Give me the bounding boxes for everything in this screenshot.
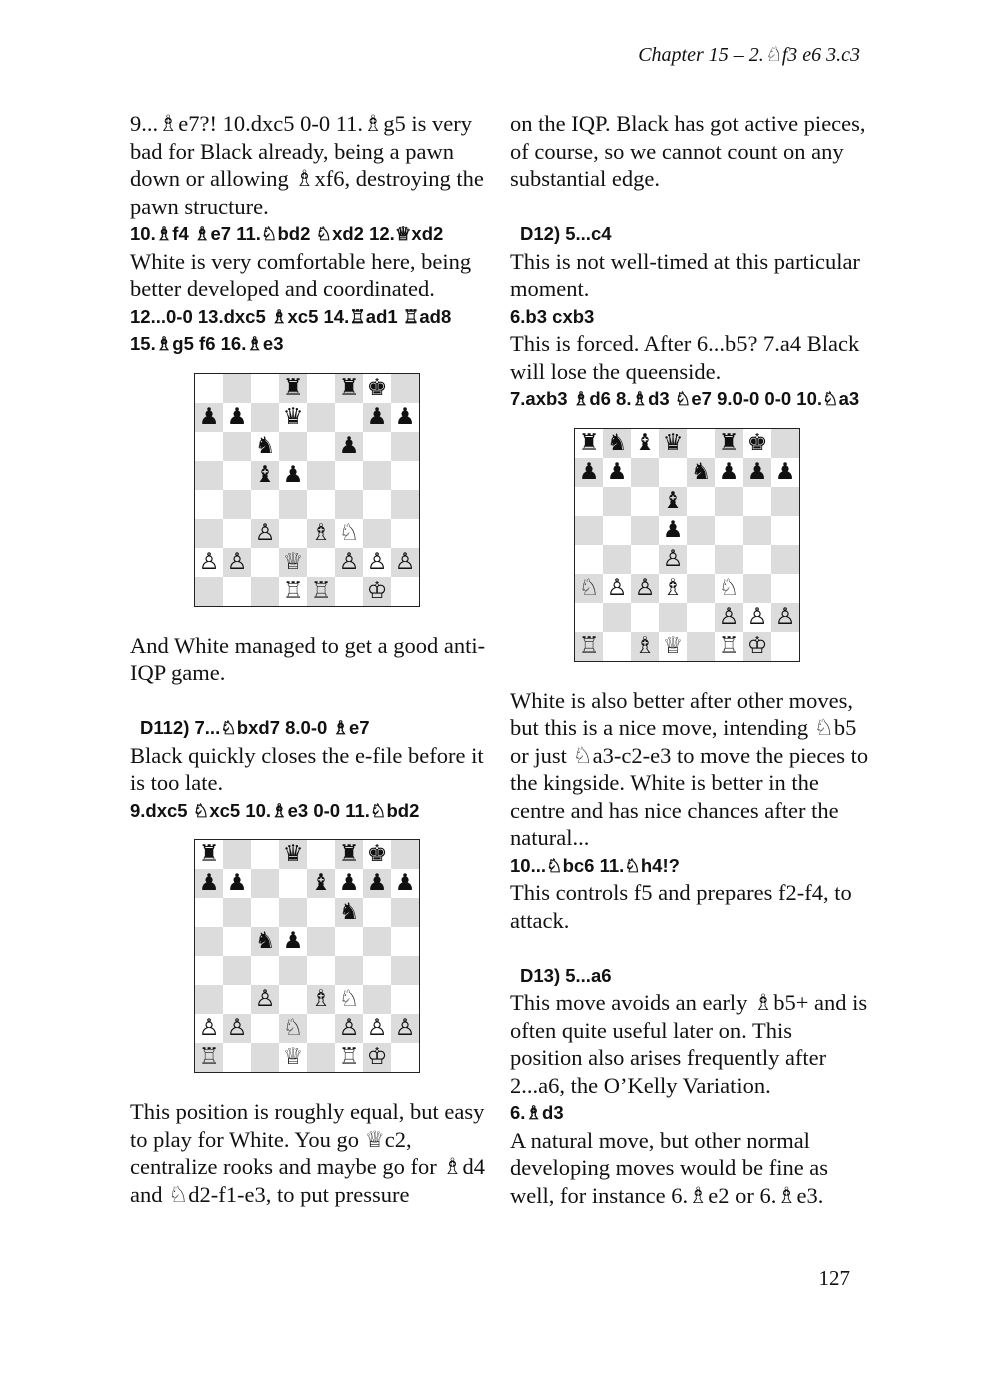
- chess-square: [363, 956, 391, 985]
- paragraph: on the IQP. Black has got active pieces, of course, so we cannot count on any substantial edge.: [510, 111, 866, 191]
- chess-square: [307, 927, 335, 956]
- chess-piece-square: ♗: [659, 574, 687, 603]
- chess-square: [575, 545, 603, 574]
- chess-square: [335, 461, 363, 490]
- chess-square: [195, 577, 223, 606]
- chess-square: [391, 898, 419, 927]
- chess-square: [279, 985, 307, 1014]
- chess-square: [687, 429, 715, 458]
- chess-piece-square: ♙: [251, 519, 279, 548]
- chess-square: [603, 632, 631, 661]
- chess-piece-square: ♖: [279, 577, 307, 606]
- chess-square: [307, 898, 335, 927]
- chess-piece-square: ♟: [363, 869, 391, 898]
- chess-piece-square: ♞: [687, 458, 715, 487]
- chess-square: [223, 490, 251, 519]
- chess-square: [603, 603, 631, 632]
- chess-square: [307, 956, 335, 985]
- chess-square: [743, 487, 771, 516]
- chess-piece-square: ♝: [307, 869, 335, 898]
- chess-square: [307, 490, 335, 519]
- chess-square: [391, 577, 419, 606]
- chess-square: [251, 869, 279, 898]
- chess-square: [223, 577, 251, 606]
- chess-square: [223, 461, 251, 490]
- chess-piece-square: ♚: [363, 840, 391, 869]
- section-heading: D112) 7...♘bxd7 8.0-0 ♗e7: [140, 717, 370, 738]
- paragraph: And White managed to get a good anti-IQP game.: [130, 632, 486, 685]
- chess-square: [195, 490, 223, 519]
- chess-square: [223, 927, 251, 956]
- chess-piece-square: ♖: [335, 1043, 363, 1072]
- chess-piece-square: ♝: [631, 429, 659, 458]
- move-line: 10...♘bc6 11.♘h4!?: [510, 854, 680, 876]
- chess-square: [251, 1043, 279, 1072]
- chess-square: [687, 545, 715, 574]
- paragraph: 9...♗e7?! 10.dxc5 0-0 11.♗g5 is very bad for Black already, being a pawn down or allowing ♗xf6, destroying the pawn structure.: [130, 111, 484, 219]
- chess-square: [363, 898, 391, 927]
- chess-square: [195, 927, 223, 956]
- chess-square: [363, 519, 391, 548]
- move-line: 10.♗f4 ♗e7 11.♘bd2 ♘xd2 12.♕xd2: [130, 223, 444, 244]
- paragraph: A natural move, but other normal developing moves would be fine as well, for instance 6.♗e2 or 6.♗e3.: [510, 1127, 829, 1208]
- chess-square: [279, 956, 307, 985]
- paragraph: This move avoids an early ♗b5+ and is often quite useful later on. This position also arises frequently after 2...a6, the O’Kelly Variation.: [510, 990, 868, 1098]
- chess-piece-square: ♚: [363, 374, 391, 403]
- chess-square: [223, 898, 251, 927]
- chess-square: [223, 985, 251, 1014]
- chess-square: [575, 487, 603, 516]
- chess-piece-square: ♙: [391, 1014, 419, 1043]
- chess-piece-square: ♟: [771, 458, 799, 487]
- chess-piece-square: ♘: [335, 519, 363, 548]
- chess-square: [251, 490, 279, 519]
- chess-square: [687, 632, 715, 661]
- chess-diagram-2: [194, 839, 490, 1073]
- chess-square: [279, 869, 307, 898]
- chess-square: [363, 927, 391, 956]
- chess-piece-square: ♟: [223, 869, 251, 898]
- chess-piece-square: ♗: [307, 519, 335, 548]
- chess-piece-square: ♗: [631, 632, 659, 661]
- chess-square: [279, 490, 307, 519]
- chess-piece-square: ♙: [603, 574, 631, 603]
- chess-piece-square: ♟: [279, 461, 307, 490]
- chess-piece-square: ♛: [279, 840, 307, 869]
- chess-square: [307, 403, 335, 432]
- chess-piece-square: ♔: [743, 632, 771, 661]
- paragraph: This is not well-timed at this particular moment.: [510, 248, 860, 301]
- chess-square: [771, 429, 799, 458]
- chess-square: [391, 432, 419, 461]
- chess-piece-square: ♙: [195, 1014, 223, 1043]
- chess-square: [223, 374, 251, 403]
- chess-piece-square: ♙: [251, 985, 279, 1014]
- chess-piece-square: ♘: [279, 1014, 307, 1043]
- chess-square: [631, 458, 659, 487]
- chess-square: [687, 574, 715, 603]
- chess-piece-square: ♙: [659, 545, 687, 574]
- chess-piece-square: ♖: [195, 1043, 223, 1072]
- page-number: 127: [818, 1266, 850, 1290]
- chess-piece-square: ♙: [363, 548, 391, 577]
- chess-piece-square: ♙: [223, 548, 251, 577]
- paragraph: This is forced. After 6...b5? 7.a4 Black will lose the queenside.: [510, 331, 860, 384]
- right-column: [510, 110, 870, 1209]
- chess-piece-square: ♟: [603, 458, 631, 487]
- section-heading: D12) 5...c4: [520, 223, 612, 244]
- chess-square: [363, 490, 391, 519]
- chess-piece-square: ♛: [279, 403, 307, 432]
- chess-square: [659, 458, 687, 487]
- move-line: 9.dxc5 ♘xc5 10.♗e3 0-0 11.♘bd2: [130, 799, 420, 821]
- chess-piece-square: ♜: [335, 374, 363, 403]
- chess-square: [391, 1043, 419, 1072]
- chess-square: [279, 432, 307, 461]
- chess-square: [335, 403, 363, 432]
- chess-square: [251, 374, 279, 403]
- chess-square: [575, 516, 603, 545]
- chess-square: [603, 545, 631, 574]
- chess-piece-square: ♟: [391, 403, 419, 432]
- chess-square: [195, 985, 223, 1014]
- chess-piece-square: ♟: [335, 869, 363, 898]
- chess-square: [307, 432, 335, 461]
- chess-piece-square: ♜: [279, 374, 307, 403]
- chess-square: [195, 519, 223, 548]
- chess-square: [251, 403, 279, 432]
- chess-square: [363, 432, 391, 461]
- chess-piece-square: ♜: [575, 429, 603, 458]
- chessboard: [194, 373, 420, 607]
- chess-piece-square: ♙: [335, 548, 363, 577]
- chess-square: [251, 898, 279, 927]
- chess-square: [195, 461, 223, 490]
- chess-piece-square: ♙: [223, 1014, 251, 1043]
- chess-diagram-3: [574, 428, 870, 662]
- chess-square: [631, 603, 659, 632]
- chess-square: [391, 461, 419, 490]
- chess-piece-square: ♗: [307, 985, 335, 1014]
- chess-square: [335, 490, 363, 519]
- chess-square: [363, 461, 391, 490]
- chess-piece-square: ♙: [391, 548, 419, 577]
- chess-square: [743, 516, 771, 545]
- chess-square: [391, 840, 419, 869]
- chess-piece-square: ♘: [335, 985, 363, 1014]
- chess-piece-square: ♟: [335, 432, 363, 461]
- chess-square: [307, 461, 335, 490]
- chess-square: [715, 516, 743, 545]
- chess-square: [771, 516, 799, 545]
- section-heading: D13) 5...a6: [520, 964, 612, 986]
- chess-square: [743, 545, 771, 574]
- chess-square: [251, 956, 279, 985]
- chess-square: [631, 516, 659, 545]
- chess-square: [391, 927, 419, 956]
- chess-square: [743, 574, 771, 603]
- chess-square: [251, 577, 279, 606]
- chess-square: [279, 519, 307, 548]
- chess-diagram-1: [194, 373, 490, 607]
- chessboard: [194, 839, 420, 1073]
- chess-piece-square: ♟: [391, 869, 419, 898]
- chess-square: [631, 545, 659, 574]
- move-line: 6.b3 cxb3: [510, 305, 595, 327]
- chess-square: [251, 840, 279, 869]
- chess-square: [195, 432, 223, 461]
- chess-piece-square: ♜: [335, 840, 363, 869]
- chess-square: [687, 516, 715, 545]
- chess-square: [575, 603, 603, 632]
- chess-square: [223, 956, 251, 985]
- chess-square: [771, 545, 799, 574]
- chess-square: [715, 545, 743, 574]
- chess-piece-square: ♜: [715, 429, 743, 458]
- chess-piece-square: ♟: [195, 403, 223, 432]
- chess-piece-square: ♖: [575, 632, 603, 661]
- chess-piece-square: ♕: [279, 548, 307, 577]
- chess-square: [195, 374, 223, 403]
- chess-square: [307, 374, 335, 403]
- paragraph: White is also better after other moves, but this is a nice move, intending ♘b5 or just ♘a3-c2-e3 to move the pieces to the kingside. White is better in the centre and has nice chances after the natural...: [510, 687, 869, 850]
- chess-square: [771, 632, 799, 661]
- chess-square: [771, 487, 799, 516]
- chess-piece-square: ♞: [603, 429, 631, 458]
- chess-piece-square: ♔: [363, 1043, 391, 1072]
- chess-square: [391, 374, 419, 403]
- chess-square: [659, 603, 687, 632]
- chess-piece-square: ♜: [195, 840, 223, 869]
- chess-piece-square: ♖: [307, 577, 335, 606]
- chess-piece-square: ♞: [251, 927, 279, 956]
- chess-piece-square: ♘: [575, 574, 603, 603]
- left-column: [130, 110, 490, 1208]
- chess-square: [307, 1014, 335, 1043]
- chess-square: [251, 1014, 279, 1043]
- move-line: 7.axb3 ♗d6 8.♗d3 ♘e7 9.0-0 0-0 10.♘a3: [510, 388, 860, 409]
- chess-piece-square: ♙: [363, 1014, 391, 1043]
- chess-square: [603, 516, 631, 545]
- chess-square: [195, 956, 223, 985]
- chess-square: [223, 840, 251, 869]
- chessboard: [574, 428, 800, 662]
- running-head: Chapter 15 – 2.♘f3 e6 3.c3: [638, 44, 860, 66]
- chess-piece-square: ♙: [631, 574, 659, 603]
- chess-piece-square: ♟: [363, 403, 391, 432]
- chess-piece-square: ♟: [743, 458, 771, 487]
- chess-piece-square: ♚: [743, 429, 771, 458]
- paragraph: Black quickly closes the e-file before it is too late.: [130, 742, 484, 795]
- chess-piece-square: ♟: [279, 927, 307, 956]
- chess-square: [771, 574, 799, 603]
- paragraph: This position is roughly equal, but easy to play for White. You go ♕c2, centralize rooks and maybe go for ♗d4 and ♘d2-f1-e3, to put pressure: [130, 1099, 486, 1207]
- chess-piece-square: ♟: [575, 458, 603, 487]
- chess-piece-square: ♞: [251, 432, 279, 461]
- chess-piece-square: ♙: [743, 603, 771, 632]
- move-line: 12...0-0 13.dxc5 ♗xc5 14.♖ad1 ♖ad8 15.♗g5 f6 16.♗e3: [130, 305, 452, 354]
- chess-square: [335, 956, 363, 985]
- chess-square: [223, 432, 251, 461]
- chess-square: [223, 1043, 251, 1072]
- chess-piece-square: ♕: [659, 632, 687, 661]
- chess-piece-square: ♛: [659, 429, 687, 458]
- chess-piece-square: ♟: [659, 516, 687, 545]
- chess-square: [391, 490, 419, 519]
- chess-square: [391, 956, 419, 985]
- chess-square: [391, 519, 419, 548]
- chess-piece-square: ♔: [363, 577, 391, 606]
- chess-piece-square: ♝: [251, 461, 279, 490]
- chess-square: [335, 577, 363, 606]
- chess-square: [603, 487, 631, 516]
- chess-square: [307, 548, 335, 577]
- chess-piece-square: ♖: [715, 632, 743, 661]
- chess-piece-square: ♙: [195, 548, 223, 577]
- move-line: 6.♗d3: [510, 1102, 564, 1123]
- chess-square: [335, 927, 363, 956]
- chess-square: [715, 487, 743, 516]
- chess-piece-square: ♙: [335, 1014, 363, 1043]
- chess-square: [251, 548, 279, 577]
- chess-square: [687, 603, 715, 632]
- chess-piece-square: ♝: [659, 487, 687, 516]
- chess-piece-square: ♟: [195, 869, 223, 898]
- chess-piece-square: ♙: [715, 603, 743, 632]
- chess-square: [307, 840, 335, 869]
- chess-square: [195, 898, 223, 927]
- chess-square: [687, 487, 715, 516]
- chess-piece-square: ♟: [715, 458, 743, 487]
- chess-square: [307, 1043, 335, 1072]
- paragraph: White is very comfortable here, being better developed and coordinated.: [130, 248, 472, 301]
- chess-piece-square: ♕: [279, 1043, 307, 1072]
- chess-square: [279, 898, 307, 927]
- chess-square: [631, 487, 659, 516]
- chess-square: [223, 519, 251, 548]
- chess-piece-square: ♟: [223, 403, 251, 432]
- chess-piece-square: ♘: [715, 574, 743, 603]
- chess-square: [363, 985, 391, 1014]
- paragraph: This controls f5 and prepares f2-f4, to attack.: [510, 880, 852, 933]
- chess-piece-square: ♙: [771, 603, 799, 632]
- chess-piece-square: ♞: [335, 898, 363, 927]
- chess-square: [391, 985, 419, 1014]
